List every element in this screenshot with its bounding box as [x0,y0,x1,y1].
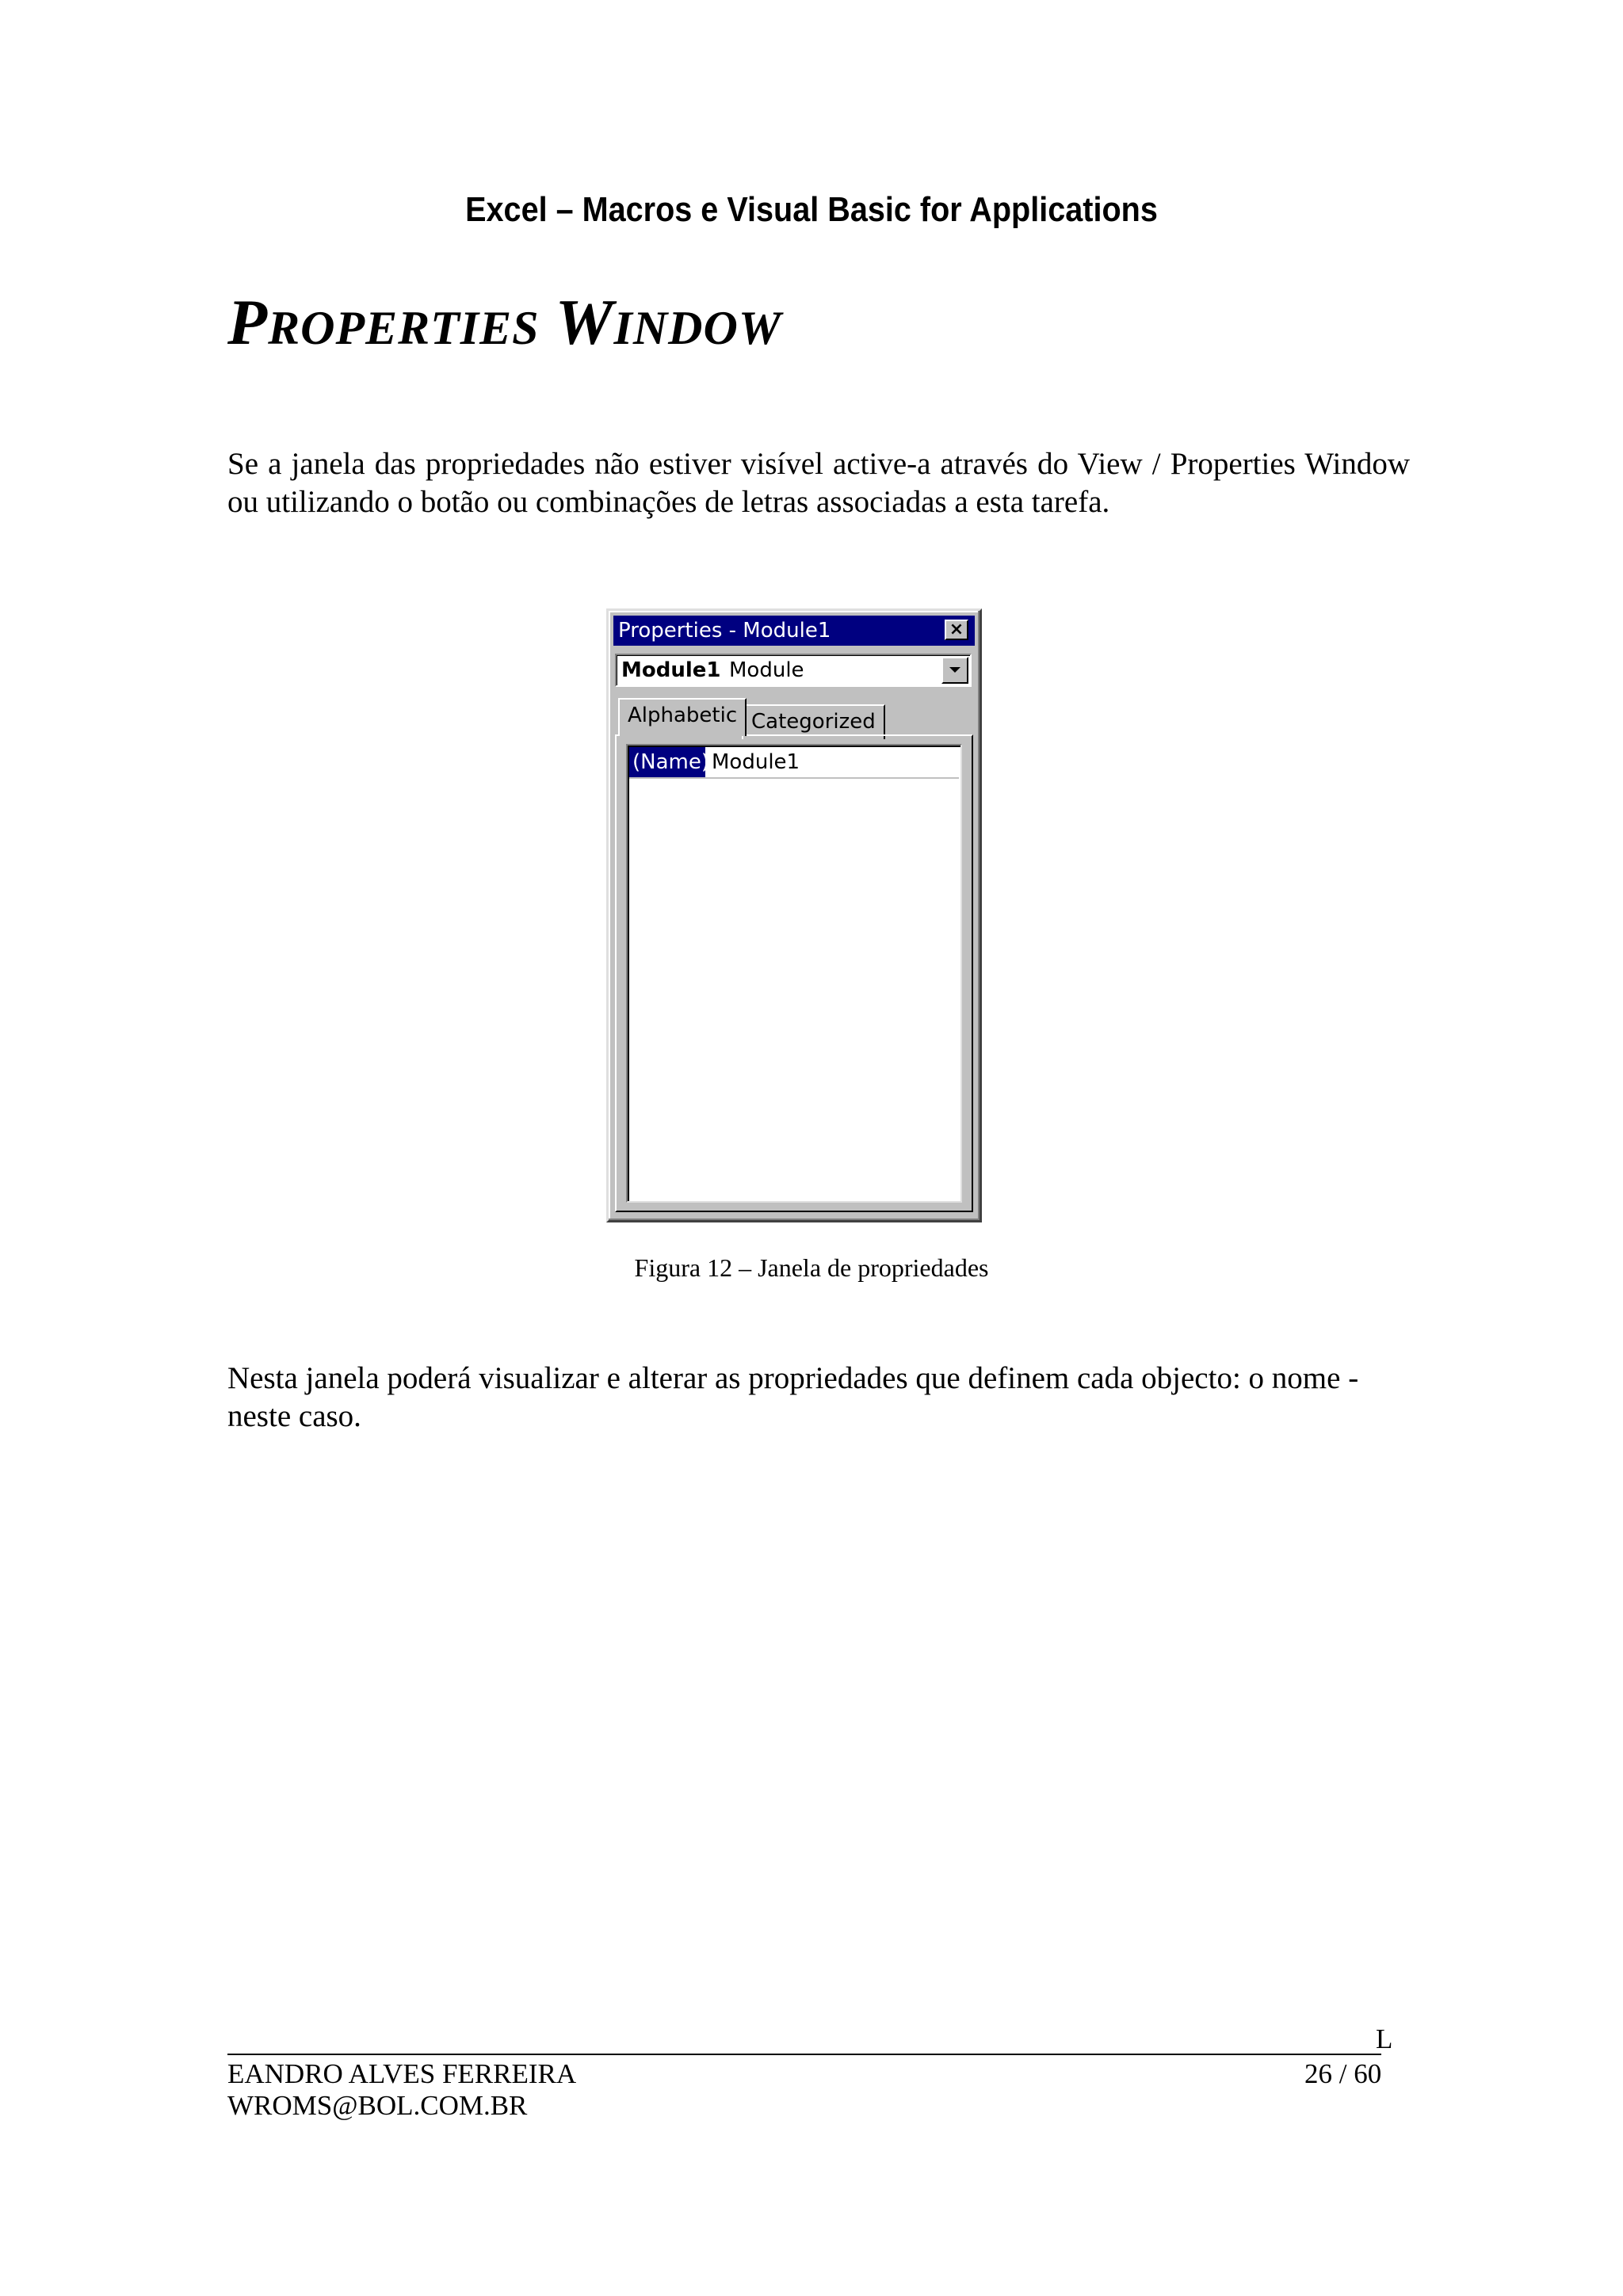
properties-window [606,608,982,1222]
tab-categorized[interactable]: Categorized [742,704,885,739]
object-select[interactable] [615,654,972,687]
section-title-part-1: ROPERTIES [268,302,540,354]
section-title [227,285,781,360]
close-icon: × [949,620,964,639]
chevron-down-icon[interactable] [941,657,968,684]
property-value[interactable]: Module1 [712,750,800,774]
tab-alphabetic[interactable]: Alphabetic [618,698,747,736]
footer-mark: L [1376,2023,1393,2054]
table-row[interactable] [629,747,959,779]
section-title-initial-w: W [555,286,614,358]
intro-paragraph: Se a janela das propriedades não estiver visível active-a através do View / Properties Window ou utilizando o botão ou combinações de letras associadas a esta tarefa. [227,447,1410,519]
object-select-name: Module1 [621,658,721,682]
close-button[interactable] [945,620,968,640]
tab-panel [615,734,973,1212]
section-title-part-2: INDOW [613,302,782,354]
properties-window-title: Properties - Module1 [618,619,831,643]
section-title-initial-p: P [227,286,269,358]
footer-divider [227,2054,1381,2055]
detail-paragraph: Nesta janela poderá visualizar e alterar as propriedades que definem cada objecto: o nome - neste caso. [227,1361,1359,1433]
properties-window-titlebar[interactable] [613,616,975,646]
footer-author: EANDRO ALVES FERREIRA [227,2058,577,2089]
footer-email: WROMS@BOL.COM.BR [227,2090,528,2121]
figure-caption: Figura 12 – Janela de propriedades [634,1253,989,1282]
object-select-type: Module [729,658,804,682]
property-grid [626,744,962,1203]
document-header-title: Excel – Macros e Visual Basic for Applications [465,190,1158,229]
property-name[interactable]: (Name) [629,747,705,777]
footer-page-number: 26 / 60 [1304,2058,1382,2089]
